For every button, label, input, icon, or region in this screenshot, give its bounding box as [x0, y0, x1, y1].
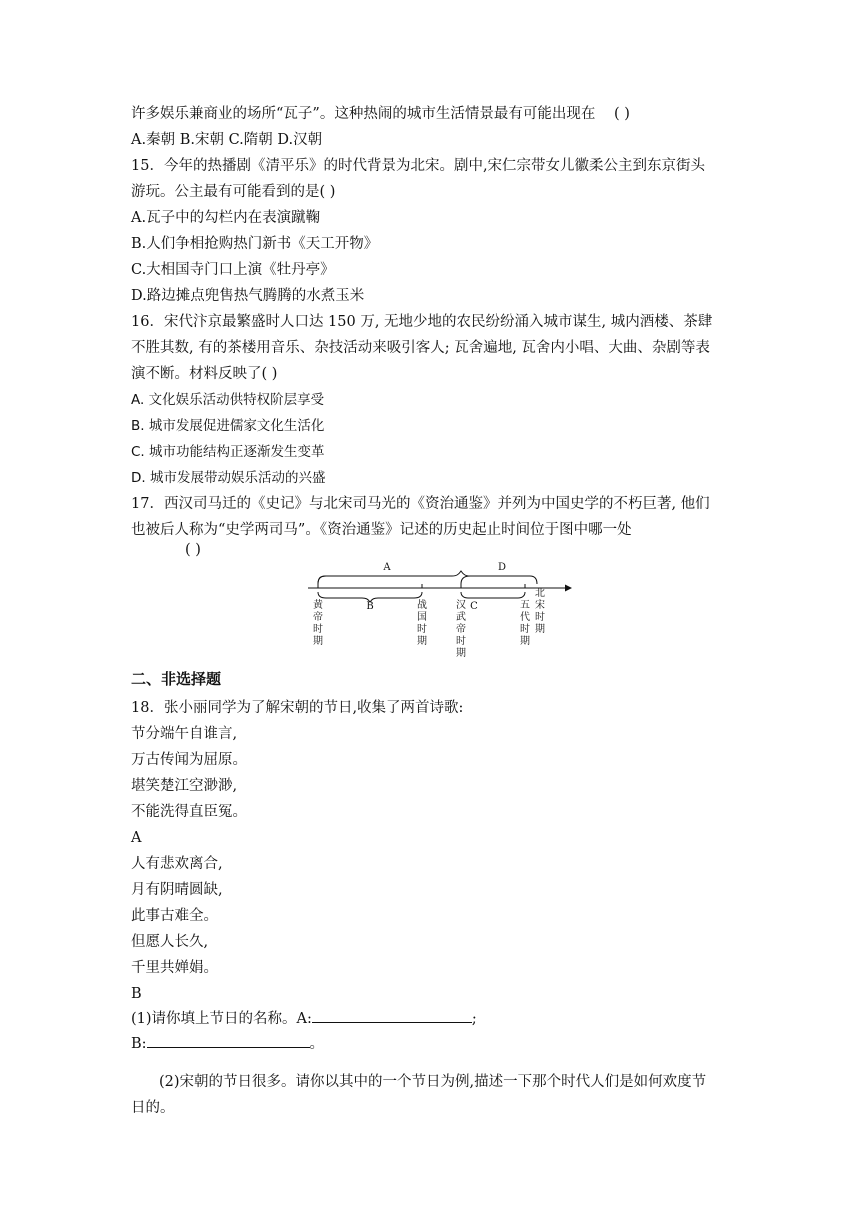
q17-stem-line1: 17．西汉司马迁的《史记》与北宋司马光的《资治通鉴》并列为中国史学的不朽巨著, 他们 [131, 496, 710, 512]
q16-stem-line1: 16．宋代汴京最繁盛时人口达 150 万, 无地少地的农民纷纷涌入城市谋生, 城内酒楼、茶肆 [131, 314, 713, 330]
poem-b-line5: 千里共婵娟。 [131, 960, 218, 976]
brace-a-left [318, 576, 326, 584]
poem-b-line2: 月有阴晴圆缺, [131, 882, 223, 898]
q18-sub2-line2: 日的。 [131, 1100, 175, 1116]
brace-c-right [518, 592, 525, 598]
q18-intro: 18．张小丽同学为了解宋朝的节日,收集了两首诗歌: [131, 700, 464, 716]
q15-stem-line1: 15．今年的热播剧《清平乐》的时代背景为北宋。剧中,宋仁宗带女儿徽柔公主到东京街头 [131, 158, 706, 174]
q14-answer-paren: ( ) [613, 106, 630, 122]
point-label-c: C [470, 601, 478, 612]
q16-stem-line2: 不胜其数, 有的茶楼用音乐、杂技活动来吸引客人; 瓦舍遍地, 瓦舍内小唱、大曲、杂剧等表 [131, 340, 710, 356]
poem-b-line3: 此事古难全。 [131, 908, 218, 924]
q14-stem-tail: 许多娱乐兼商业的场所“瓦子”。这种热闹的城市生活情景最有可能出现在 ( ) [131, 106, 630, 122]
brace-label-a: A [383, 562, 391, 573]
poem-b-label: B [131, 986, 142, 1002]
q17-answer-paren: ( ) [185, 542, 201, 558]
q18-sub1-line1: (1)请你填上节日的名称。A: ; [131, 1008, 477, 1029]
period-wudai [520, 599, 530, 647]
q16-option-d: D. 城市发展带动娱乐活动的兴盛 [131, 470, 326, 486]
q16-option-c: C. 城市功能结构正逐渐发生变革 [131, 444, 325, 460]
q16-stem-line3: 演不断。材料反映了( ) [131, 366, 278, 382]
period-zhanguo [417, 598, 427, 647]
brace-c [461, 592, 468, 598]
q15-option-c: C.大相国寺门口上演《牡丹亭》 [131, 262, 335, 278]
timeline-arrow-icon [565, 585, 572, 592]
q15-option-d: D.路边摊点兜售热气腾腾的水煮玉米 [131, 288, 365, 304]
poem-a-label: A [131, 830, 142, 846]
poem-b-line1: 人有悲欢离合, [131, 856, 223, 872]
period-label-huangdi: 黄帝时期 [313, 600, 323, 647]
q16-option-b: B. 城市发展促进儒家文化生活化 [131, 418, 325, 434]
poem-b-line4: 但愿人长久, [131, 934, 209, 950]
q16-option-a: A. 文化娱乐活动供特权阶层享受 [131, 392, 325, 408]
period-label-wudai: 五代时期 [520, 600, 530, 647]
brace-d [461, 576, 537, 584]
q18-sub1-line2: B: 。 [131, 1033, 324, 1054]
poem-a-line4: 不能洗得直臣冤。 [131, 804, 247, 820]
brace-label-d: D [497, 562, 507, 573]
poem-a-line1: 节分端午自谁言, [131, 726, 238, 742]
poem-a-line2: 万古传闻为屈原。 [131, 752, 247, 768]
q15-option-b: B.人们争相抢购热门新书《天工开物》 [131, 236, 379, 252]
period-hanwudi [456, 599, 466, 659]
q15-option-a: A.瓦子中的勾栏内在表演蹴鞠 [131, 210, 321, 226]
period-label-zhanguo: 战国时期 [417, 600, 427, 647]
answer-blank-b[interactable] [147, 1033, 310, 1048]
period-label-hanwudi: 汉武帝时期 [456, 600, 466, 659]
section-title: 二、非选择题 [131, 670, 222, 688]
poem-a-line3: 堪笑楚江空渺渺, [131, 778, 238, 794]
answer-blank-a[interactable] [312, 1008, 472, 1023]
timeline-figure [290, 558, 580, 668]
point-label-b: B [366, 601, 374, 612]
period-label-beisong: 北宋时期 [535, 588, 545, 635]
q18-sub2-line1: (2)宋朝的节日很多。请你以其中的一个节日为例,描述一下那个时代人们是如何欢度节 [159, 1074, 707, 1090]
q17-stem-line2: 也被后人称为“史学两司马”。《资治通鉴》记述的历史起止时间位于图中哪一处 [131, 522, 632, 538]
period-beisong [535, 587, 545, 635]
period-huangdi [313, 598, 324, 647]
q14-options: A.秦朝 B.宋朝 C.隋朝 D.汉朝 [131, 132, 323, 148]
q15-stem-line2: 游玩。公主最有可能看到的是( ) [131, 184, 336, 200]
